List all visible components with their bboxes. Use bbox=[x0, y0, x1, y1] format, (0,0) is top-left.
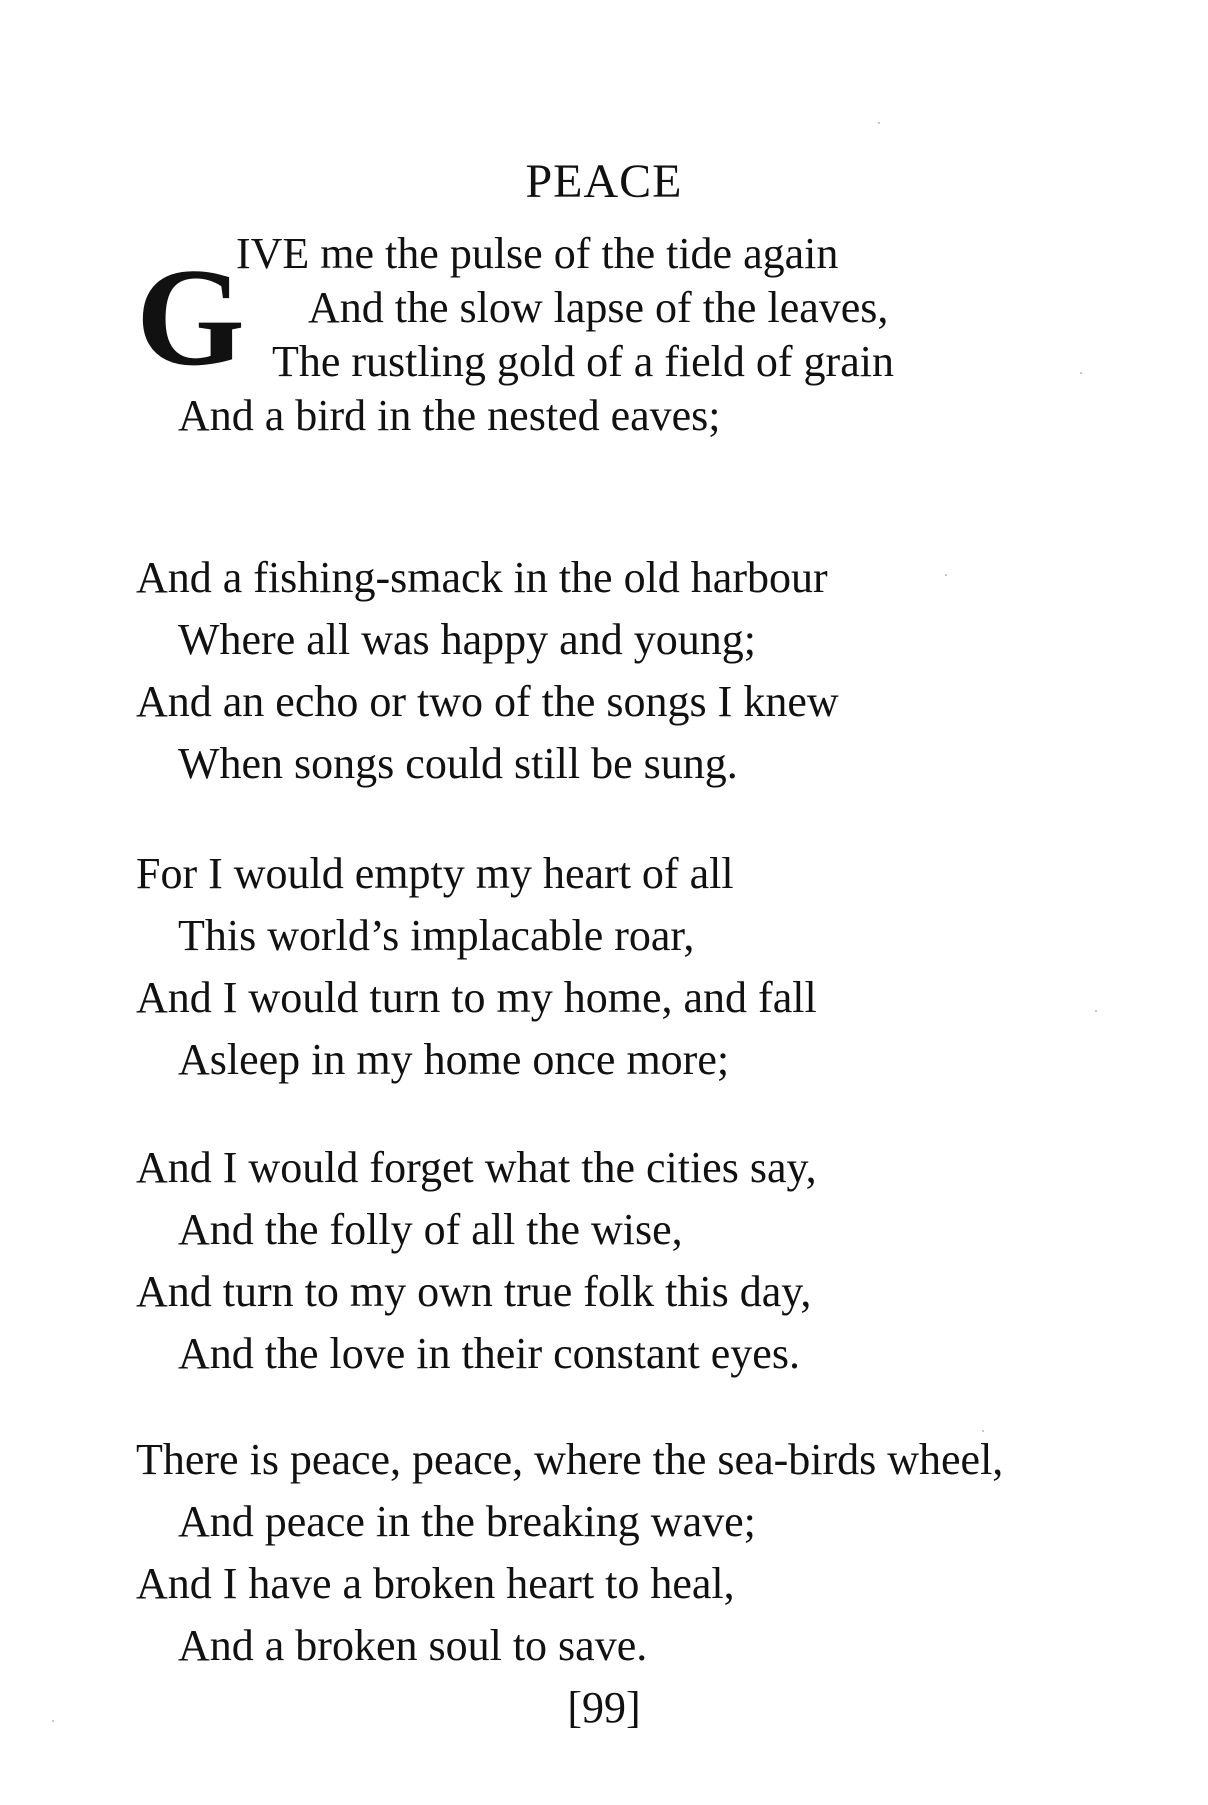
scan-speck bbox=[52, 1720, 54, 1722]
scan-speck bbox=[945, 574, 947, 576]
poem-line-1-3: The rustling gold of a field of grain bbox=[272, 337, 894, 386]
poem-line-1-2: And the slow lapse of the leaves, bbox=[308, 283, 889, 332]
scan-speck bbox=[982, 1430, 984, 1432]
scan-speck bbox=[1095, 1010, 1097, 1012]
poem-line-2-3: And an echo or two of the songs I knew bbox=[136, 677, 839, 726]
poem-title: PEACE bbox=[525, 155, 683, 208]
poem-line-1-1: IVE me the pulse of the tide again bbox=[236, 229, 839, 278]
poem-line-2-4: When songs could still be sung. bbox=[178, 739, 738, 788]
scan-speck bbox=[878, 122, 880, 124]
poem-line-5-2: And peace in the breaking wave; bbox=[178, 1497, 756, 1546]
poem-line-2-2: Where all was happy and young; bbox=[178, 615, 756, 664]
poem-line-3-1: For I would empty my heart of all bbox=[136, 849, 734, 898]
poem-line-5-1: There is peace, peace, where the sea-birds wheel, bbox=[136, 1435, 1004, 1484]
poem-line-3-2: This world’s implacable roar, bbox=[178, 911, 695, 960]
poem-line-1-4: And a bird in the nested eaves; bbox=[178, 391, 721, 440]
scan-speck bbox=[1080, 372, 1082, 374]
poem-line-4-4: And the love in their constant eyes. bbox=[178, 1329, 800, 1378]
page-number: [99] bbox=[567, 1683, 641, 1732]
poem-line-4-2: And the folly of all the wise, bbox=[178, 1205, 683, 1254]
poem-line-5-3: And I have a broken heart to heal, bbox=[136, 1559, 735, 1608]
poem-line-2-1: And a fishing-smack in the old harbour bbox=[136, 553, 828, 602]
poem-line-4-1: And I would forget what the cities say, bbox=[136, 1143, 817, 1192]
poem-line-4-3: And turn to my own true folk this day, bbox=[136, 1267, 812, 1316]
poem-line-3-4: Asleep in my home once more; bbox=[178, 1035, 730, 1084]
poem-line-5-4: And a broken soul to save. bbox=[178, 1621, 648, 1670]
poem-line-3-3: And I would turn to my home, and fall bbox=[136, 973, 817, 1022]
drop-cap: G bbox=[136, 240, 245, 395]
